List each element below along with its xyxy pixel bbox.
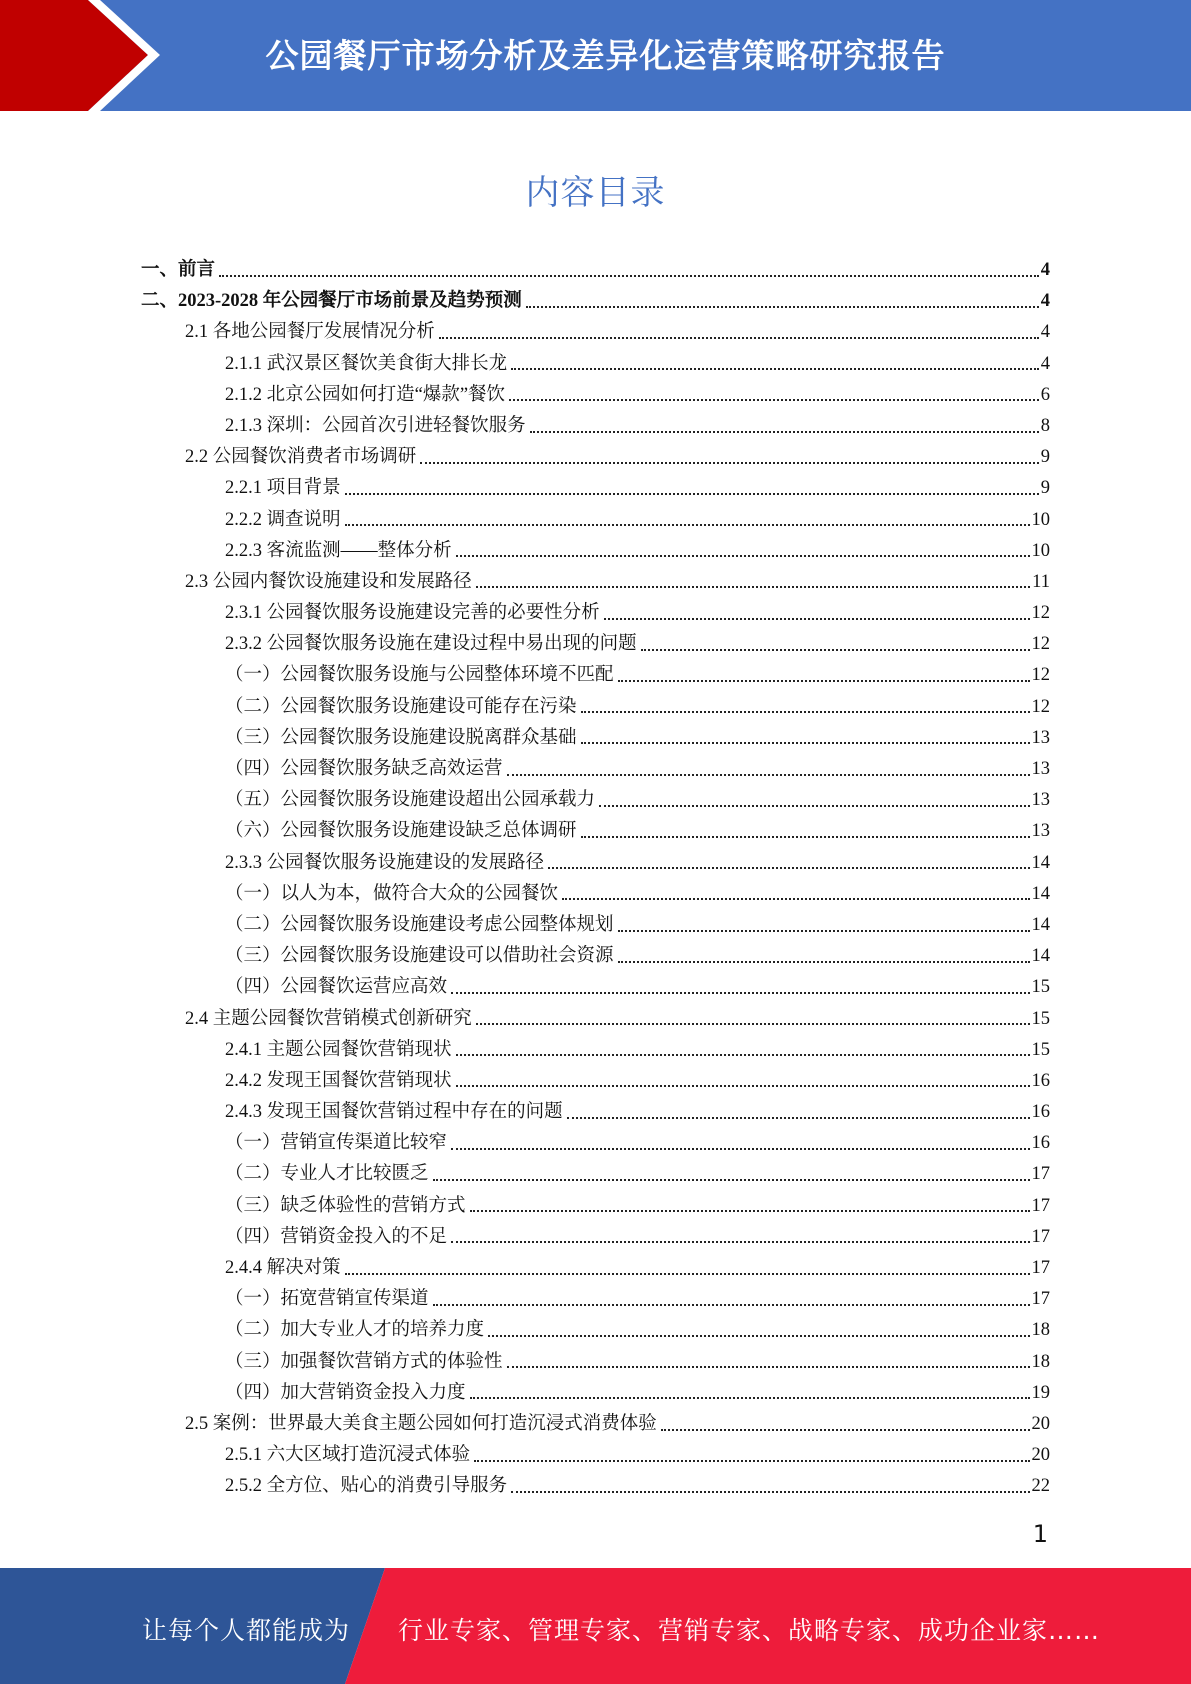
toc-dot-leader <box>451 1148 1029 1150</box>
toc-entry[interactable] <box>141 1004 1050 1035</box>
toc-dot-leader <box>548 867 1029 869</box>
toc-dot-leader <box>451 992 1029 994</box>
footer-slogan-right: 行业专家、管理专家、营销专家、战略专家、成功企业家…… <box>398 1616 1101 1645</box>
toc-entry-page: 4 <box>1040 322 1050 343</box>
report-header <box>0 0 1191 111</box>
toc-entry-page: 9 <box>1040 447 1050 468</box>
toc-entry-title: （三）公园餐饮服务设施建设脱离群众基础 <box>225 727 577 748</box>
toc-entry-title: 2.4.4 解决对策 <box>225 1258 341 1278</box>
toc-entry-page: 18 <box>1031 1351 1050 1372</box>
toc-entry-title: （一）以人为本，做符合大众的公园餐饮 <box>225 883 559 904</box>
toc-entry-title: 2.5.2 全方位、贴心的消费引导服务 <box>225 1476 508 1497</box>
toc-entry-title: 2.4.1 主题公园餐饮营销现状 <box>225 1039 452 1060</box>
toc-dot-leader <box>488 1335 1029 1337</box>
toc-entry[interactable] <box>141 473 1050 504</box>
toc-entry-title: （二）专业人才比较匮乏 <box>225 1164 429 1185</box>
toc-entry[interactable] <box>141 941 1050 972</box>
toc-entry-page: 14 <box>1031 852 1050 873</box>
toc-entry-page: 13 <box>1031 790 1050 811</box>
toc-entry-page: 4 <box>1040 291 1050 312</box>
toc-entry[interactable] <box>141 317 1050 348</box>
toc-entry[interactable] <box>141 442 1050 473</box>
toc-entry-title: （三）缺乏体验性的营销方式 <box>225 1195 466 1216</box>
toc-entry-page: 15 <box>1031 977 1050 998</box>
toc-entry-title: 2.3 公园内餐饮设施建设和发展路径 <box>185 571 472 592</box>
toc-entry-page: 10 <box>1031 540 1050 561</box>
toc-dot-leader <box>345 524 1030 526</box>
toc-entry[interactable] <box>141 1066 1050 1097</box>
toc-entry[interactable] <box>141 629 1050 660</box>
toc-entry-title: 2.4 主题公园餐饮营销模式创新研究 <box>185 1008 472 1029</box>
toc-dot-leader <box>433 1304 1030 1306</box>
toc-entry[interactable] <box>141 1284 1050 1315</box>
toc-entry-title: 2.3.3 公园餐饮服务设施建设的发展路径 <box>225 852 545 873</box>
toc-entry-title: 2.1.2 北京公园如何打造“爆款”餐饮 <box>225 384 506 405</box>
toc-entry-page: 15 <box>1031 1008 1050 1029</box>
footer-slogan-left: 让每个人都能成为 <box>142 1616 351 1645</box>
toc-entry[interactable] <box>141 848 1050 879</box>
page-footer <box>0 1568 1191 1684</box>
toc-entry-title: 2.1.1 武汉景区餐饮美食街大排长龙 <box>225 353 508 374</box>
toc-entry[interactable] <box>141 785 1050 816</box>
toc-entry-page: 16 <box>1031 1102 1050 1123</box>
toc-entry-title: （四）公园餐饮运营应高效 <box>225 977 448 998</box>
toc-dot-leader <box>456 1054 1030 1056</box>
toc-entry[interactable] <box>141 1315 1050 1346</box>
toc-entry-page: 18 <box>1031 1320 1050 1341</box>
toc-entry[interactable] <box>141 536 1050 567</box>
toc-entry-page: 4 <box>1040 260 1050 280</box>
toc-entry-title: 2.1 各地公园餐厅发展情况分析 <box>185 322 435 343</box>
toc-entry-title: （四）公园餐饮服务缺乏高效运营 <box>225 759 503 779</box>
toc-dot-leader <box>476 586 1030 588</box>
toc-entry-title: （一）拓宽营销宣传渠道 <box>225 1289 429 1310</box>
table-of-contents <box>141 255 1050 1503</box>
toc-dot-leader <box>661 1429 1030 1431</box>
toc-dot-leader <box>507 1366 1030 1368</box>
toc-entry-page: 8 <box>1040 415 1050 436</box>
toc-entry-page: 17 <box>1031 1195 1050 1216</box>
toc-entry-title: （三）加强餐饮营销方式的体验性 <box>225 1351 503 1372</box>
toc-entry[interactable] <box>141 598 1050 629</box>
toc-dot-leader <box>451 1241 1029 1243</box>
toc-entry-page: 14 <box>1031 883 1050 904</box>
toc-entry[interactable] <box>141 505 1050 536</box>
toc-entry-title: 二、2023-2028 年公园餐厅市场前景及趋势预测 <box>141 291 522 312</box>
toc-entry-page: 12 <box>1031 696 1050 717</box>
toc-entry-title: （四）营销资金投入的不足 <box>225 1226 448 1247</box>
toc-entry-title: 2.4.2 发现王国餐饮营销现状 <box>225 1070 452 1091</box>
toc-entry-title: （四）加大营销资金投入力度 <box>225 1382 466 1403</box>
toc-entry-page: 6 <box>1040 384 1050 405</box>
toc-entry-title: 2.2.2 调查说明 <box>225 509 341 530</box>
toc-entry[interactable] <box>141 1253 1050 1284</box>
toc-dot-leader <box>641 649 1030 651</box>
toc-dot-leader <box>618 930 1030 932</box>
toc-entry[interactable] <box>141 255 1050 286</box>
toc-entry-page: 14 <box>1031 914 1050 935</box>
toc-entry[interactable] <box>141 754 1050 785</box>
toc-entry[interactable] <box>141 1191 1050 1222</box>
toc-entry[interactable] <box>141 816 1050 847</box>
toc-dot-leader <box>345 1273 1030 1275</box>
toc-entry[interactable] <box>141 1347 1050 1378</box>
toc-entry[interactable] <box>141 1222 1050 1253</box>
toc-dot-leader <box>604 618 1030 620</box>
toc-entry-page: 12 <box>1031 665 1050 686</box>
toc-entry-page: 12 <box>1031 634 1050 655</box>
toc-entry-title: （一）营销宣传渠道比较窄 <box>225 1133 448 1154</box>
toc-dot-leader <box>470 1210 1030 1212</box>
toc-dot-leader <box>581 711 1030 713</box>
toc-dot-leader <box>599 805 1029 807</box>
toc-entry-page: 4 <box>1040 353 1050 374</box>
toc-entry[interactable] <box>141 286 1050 317</box>
toc-entry-page: 12 <box>1031 603 1050 624</box>
toc-entry[interactable] <box>141 723 1050 754</box>
toc-entry-title: 2.4.3 发现王国餐饮营销过程中存在的问题 <box>225 1102 563 1123</box>
toc-dot-leader <box>420 462 1038 464</box>
toc-entry-title: 2.5.1 六大区域打造沉浸式体验 <box>225 1445 471 1466</box>
toc-entry-page: 17 <box>1031 1164 1050 1185</box>
toc-entry-page: 13 <box>1031 727 1050 748</box>
page-number: 1 <box>1032 1520 1048 1548</box>
toc-entry-page: 16 <box>1031 1133 1050 1154</box>
toc-title: 内容目录 <box>525 173 666 213</box>
toc-entry[interactable] <box>141 1471 1050 1502</box>
toc-dot-leader <box>526 306 1039 308</box>
toc-dot-leader <box>581 742 1030 744</box>
toc-entry[interactable] <box>141 1159 1050 1190</box>
toc-entry-title: （二）公园餐饮服务设施建设可能存在污染 <box>225 696 577 717</box>
toc-dot-leader <box>511 1491 1029 1493</box>
toc-entry-title: 2.2.3 客流监测——整体分析 <box>225 540 452 561</box>
toc-entry-title: 一、前言 <box>141 260 216 280</box>
toc-dot-leader <box>456 1085 1030 1087</box>
toc-entry-title: （一）公园餐饮服务设施与公园整体环境不匹配 <box>225 665 614 686</box>
toc-dot-leader <box>618 961 1030 963</box>
toc-dot-leader <box>581 836 1030 838</box>
report-title: 公园餐厅市场分析及差异化运营策略研究报告 <box>265 36 946 75</box>
toc-entry[interactable] <box>141 692 1050 723</box>
toc-entry-page: 19 <box>1031 1382 1050 1403</box>
toc-entry[interactable] <box>141 910 1050 941</box>
toc-dot-leader <box>439 337 1039 339</box>
toc-entry[interactable] <box>141 1035 1050 1066</box>
toc-entry-page: 14 <box>1031 946 1050 967</box>
toc-entry-page: 15 <box>1031 1039 1050 1060</box>
toc-entry[interactable] <box>141 1378 1050 1409</box>
toc-entry[interactable] <box>141 1440 1050 1471</box>
toc-entry[interactable] <box>141 879 1050 910</box>
toc-dot-leader <box>456 555 1030 557</box>
toc-dot-leader <box>618 680 1030 682</box>
toc-dot-leader <box>507 774 1030 776</box>
toc-entry[interactable] <box>141 1409 1050 1440</box>
toc-dot-leader <box>509 399 1039 401</box>
toc-entry-page: 20 <box>1031 1445 1050 1466</box>
toc-dot-leader <box>562 898 1029 900</box>
toc-entry-title: 2.2 公园餐饮消费者市场调研 <box>185 447 417 468</box>
toc-entry[interactable] <box>141 411 1050 442</box>
toc-entry-page: 9 <box>1040 478 1050 499</box>
toc-entry[interactable] <box>141 1097 1050 1128</box>
toc-entry-page: 11 <box>1032 571 1050 592</box>
toc-entry-page: 22 <box>1031 1476 1050 1497</box>
toc-entry[interactable] <box>141 349 1050 380</box>
toc-dot-leader <box>345 493 1039 495</box>
toc-entry-title: （二）加大专业人才的培养力度 <box>225 1320 485 1341</box>
toc-entry-page: 10 <box>1031 509 1050 530</box>
toc-dot-leader <box>476 1023 1030 1025</box>
toc-entry[interactable] <box>141 972 1050 1003</box>
toc-entry-page: 17 <box>1031 1258 1050 1278</box>
toc-entry-page: 17 <box>1031 1289 1050 1310</box>
toc-dot-leader <box>470 1397 1030 1399</box>
toc-entry[interactable] <box>141 660 1050 691</box>
toc-entry-page: 13 <box>1031 821 1050 842</box>
toc-dot-leader <box>219 275 1039 277</box>
toc-dot-leader <box>511 368 1039 370</box>
toc-entry-title: （三）公园餐饮服务设施建设可以借助社会资源 <box>225 946 614 967</box>
toc-entry-title: （二）公园餐饮服务设施建设考虑公园整体规划 <box>225 914 614 935</box>
toc-entry-title: 2.1.3 深圳：公园首次引进轻餐饮服务 <box>225 415 526 436</box>
toc-entry[interactable] <box>141 380 1050 411</box>
toc-dot-leader <box>433 1179 1030 1181</box>
toc-entry-page: 16 <box>1031 1070 1050 1091</box>
toc-entry-page: 13 <box>1031 759 1050 779</box>
toc-entry-title: 2.2.1 项目背景 <box>225 478 341 499</box>
toc-entry-page: 17 <box>1031 1226 1050 1247</box>
toc-dot-leader <box>474 1460 1029 1462</box>
toc-entry-page: 20 <box>1031 1413 1050 1434</box>
toc-entry-title: 2.3.2 公园餐饮服务设施在建设过程中易出现的问题 <box>225 634 637 655</box>
toc-entry[interactable] <box>141 1128 1050 1159</box>
toc-entry-title: 2.5 案例：世界最大美食主题公园如何打造沉浸式消费体验 <box>185 1413 657 1434</box>
toc-dot-leader <box>567 1117 1030 1119</box>
toc-dot-leader <box>530 431 1039 433</box>
toc-entry-title: （五）公园餐饮服务设施建设超出公园承载力 <box>225 790 596 811</box>
toc-entry-title: （六）公园餐饮服务设施建设缺乏总体调研 <box>225 821 577 842</box>
toc-entry[interactable] <box>141 567 1050 598</box>
toc-entry-title: 2.3.1 公园餐饮服务设施建设完善的必要性分析 <box>225 603 600 624</box>
